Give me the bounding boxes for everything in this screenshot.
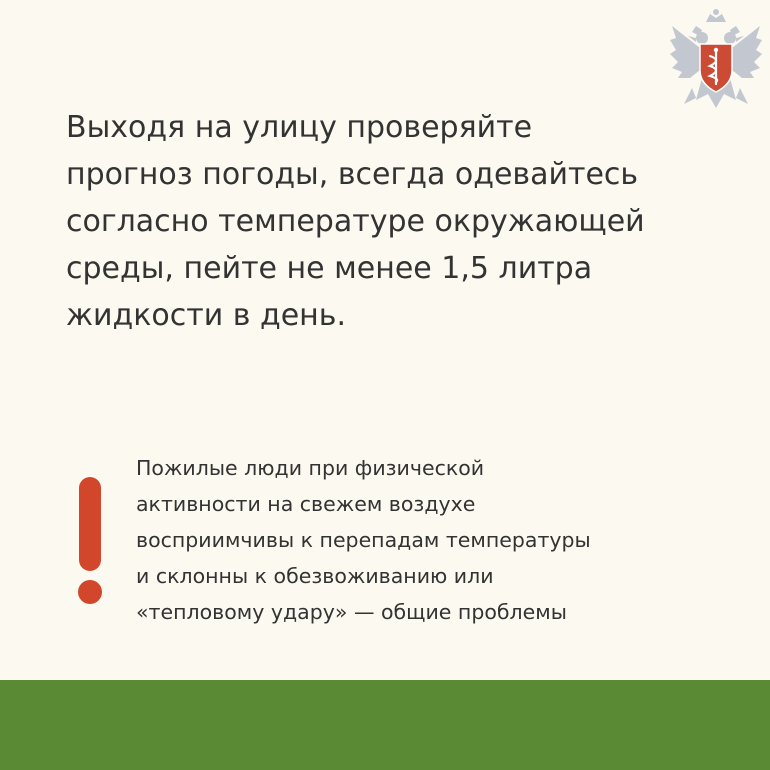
ministry-emblem-icon — [666, 8, 766, 112]
main-advice-text: Выходя на улицу проверяйте прогноз погоды, всегда одевайтесь согласно температуре окружающей среды, пейте не менее 1,5 литра жидкости в день. — [66, 110, 645, 333]
exclamation-icon — [76, 476, 104, 606]
footer-band — [0, 680, 770, 770]
warning-note-text: Пожилые люди при физической активности на свежем воздухе восприимчивы к перепадам температуры и склонны к обезвоживанию или «тепловому удару» — общие проблемы — [136, 456, 591, 624]
